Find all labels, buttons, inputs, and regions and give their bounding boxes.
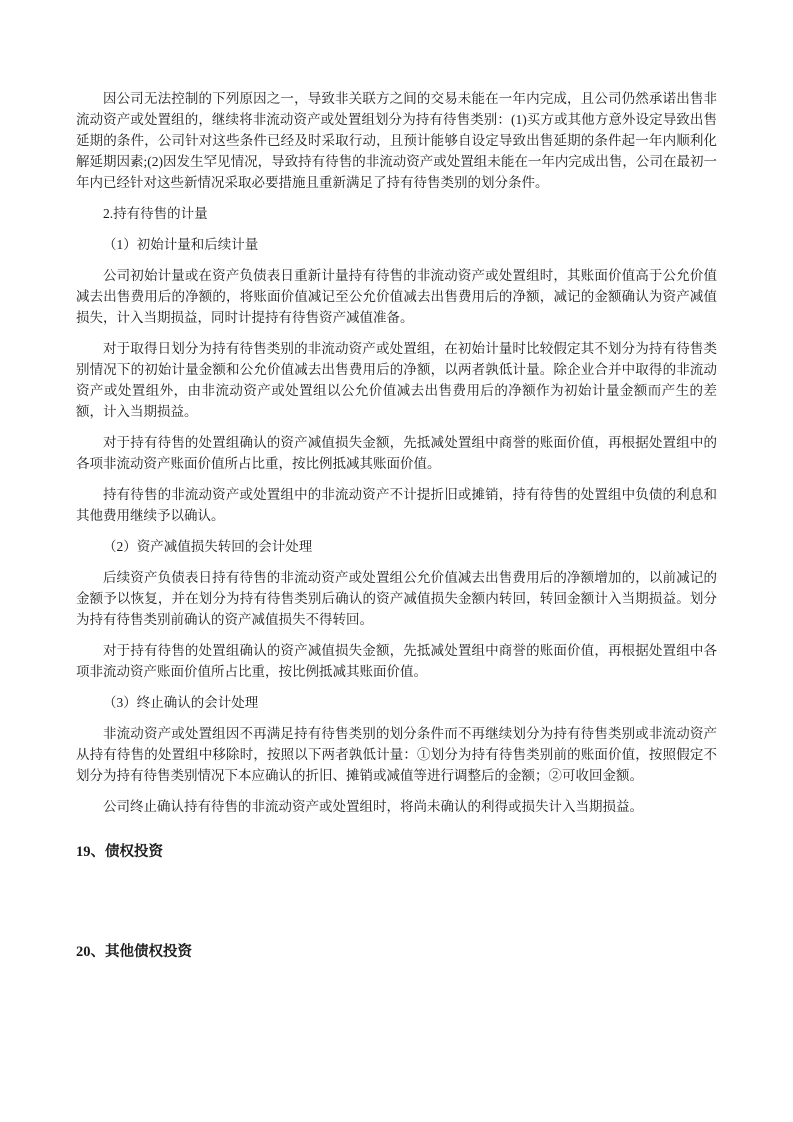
paragraph: 公司初始计量或在资产负债表日重新计量持有待售的非流动资产或处置组时，其账面价值高于公允价值减去出售费用后的净额的，将账面价值减记至公允价值减去出售费用后的净额，减记的金额确认为资产减值损失，计入当期损益，同时计提持有待售资产减值准备。 <box>76 268 717 325</box>
paragraph: 对于取得日划分为持有待售类别的非流动资产或处置组，在初始计量时比较假定其不划分为持有待售类别情况下的初始计量金额和公允价值减去出售费用后的净额，以两者孰低计量。除企业合并中取得的非流动资产或处置组外，由非流动资产或处置组以公允价值减去出售费用后的净额作为初始计量金额而产生的差额，计入当期损益。 <box>76 341 717 419</box>
paragraph: 持有待售的非流动资产或处置组中的非流动资产不计提折旧或摊销，持有待售的处置组中负债的利息和其他费用继续予以确认。 <box>76 487 717 523</box>
paragraph: 对于持有待售的处置组确认的资产减值损失金额，先抵减处置组中商誉的账面价值，再根据处置组中各项非流动资产账面价值所占比重，按比例抵减其账面价值。 <box>76 643 717 679</box>
document-body <box>76 88 717 973</box>
paragraph: 因公司无法控制的下列原因之一，导致非关联方之间的交易未能在一年内完成，且公司仍然承诺出售非流动资产或处置组的，继续将非流动资产或处置组划分为持有待售类别：(1)买方或其他方意外设定导致出售延期的条件，公司针对这些条件已经及时采取行动，且预计能够自设定导致出售延期的条件起一年内顺利化解延期因素;(2)因发生罕见情况，导致持有待售的非流动资产或处置组未能在一年内完成出售，公司在最初一年内已经针对这些新情况采取必要措施且重新满足了持有待售类别的划分条件。 <box>76 91 717 190</box>
section-heading: 19、债权投资 <box>76 844 163 860</box>
paragraph: 2.持有待售的计量 <box>103 206 208 221</box>
paragraph: 后续资产负债表日持有待售的非流动资产或处置组公允价值减去出售费用后的净额增加的，以前减记的金额予以恢复，并在划分为持有待售类别后确认的资产减值损失金额内转回，转回金额计入当期损益。划分为持有待售类别前确认的资产减值损失不得转回。 <box>76 570 717 627</box>
paragraph: 非流动资产或处置组因不再满足持有待售类别的划分条件而不再继续划分为持有待售类别或非流动资产从持有待售的处置组中移除时，按照以下两者孰低计量：①划分为持有待售类别前的账面价值，按照假定不划分为持有待售类别情况下本应确认的折旧、摊销或减值等进行调整后的金额；②可收回金额。 <box>76 726 717 783</box>
paragraph: （2）资产减值损失转回的会计处理 <box>103 539 313 554</box>
paragraph: （1）初始计量和后续计量 <box>103 237 259 252</box>
section-heading: 20、其他债权投资 <box>76 944 192 960</box>
paragraph: 公司终止确认持有待售的非流动资产或处置组时，将尚未确认的利得或损失计入当期损益。 <box>103 799 643 814</box>
spacer <box>76 873 717 917</box>
paragraph: （3）终止确认的会计处理 <box>103 695 259 710</box>
paragraph: 对于持有待售的处置组确认的资产减值损失金额，先抵减处置组中商誉的账面价值，再根据处置组中的各项非流动资产账面价值所占比重，按比例抵减其账面价值。 <box>76 435 717 471</box>
